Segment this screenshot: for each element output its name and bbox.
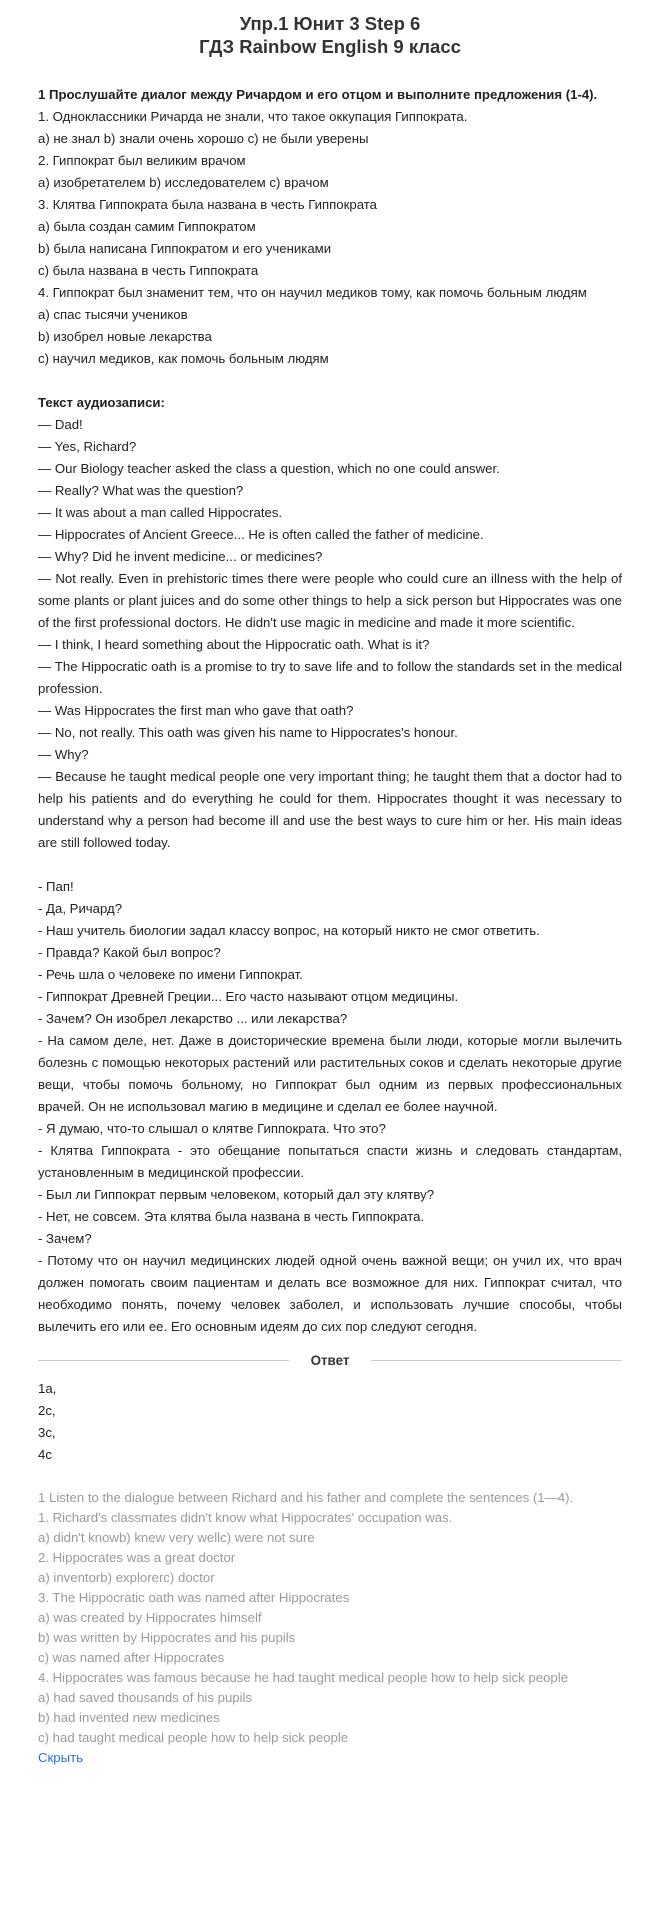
- spacer: [38, 1466, 622, 1488]
- task-ru-line: c) была названа в честь Гиппократа: [38, 263, 259, 278]
- task-en-line: a) didn't knowb) knew very wellc) were not sure: [38, 1530, 315, 1545]
- task-en-line: a) inventorb) explorerc) doctor: [38, 1570, 215, 1585]
- task-ru-line: b) была написана Гиппократом и его учениками: [38, 241, 332, 256]
- spacer: [38, 370, 622, 392]
- transcript-heading: Текст аудиозаписи:: [38, 395, 165, 410]
- transcript-ru-line: - Нет, не совсем. Эта клятва была названа в честь Гиппократа.: [38, 1209, 425, 1224]
- transcript-en-line: — No, not really. This oath was given his name to Hippocrates's honour.: [38, 725, 458, 740]
- transcript-ru-line: - Правда? Какой был вопрос?: [38, 945, 221, 960]
- answer-item: 4c: [38, 1447, 52, 1462]
- transcript-en-line: — Because he taught medical people one very important thing; he taught them that a doctor had to help his patients and do everything he could for them. Hippocrates thought it was necessary to understand why a person had become ill and use the best ways to cure him or her. His main ideas are still followed today.: [38, 769, 622, 850]
- task-en-line: a) was created by Hippocrates himself: [38, 1610, 262, 1625]
- divider-line-right: [371, 1360, 622, 1361]
- task-en-line: 4. Hippocrates was famous because he had taught medical people how to help sick people: [38, 1670, 569, 1685]
- task-ru-line: а) изобретателем b) исследователем c) врачом: [38, 175, 329, 190]
- task-ru-section: [38, 84, 622, 370]
- task-ru-line: 4. Гиппократ был знаменит тем, что он научил медиков тому, как помочь больным людям: [38, 285, 587, 300]
- task-en-line: 2. Hippocrates was a great doctor: [38, 1550, 236, 1565]
- task-ru-line: c) научил медиков, как помочь больным людям: [38, 351, 329, 366]
- transcript-ru-line: - Пап!: [38, 879, 74, 894]
- transcript-ru-line: - Наш учитель биологии задал классу вопрос, на который никто не смог ответить.: [38, 923, 540, 938]
- transcript-en-line: — Our Biology teacher asked the class a question, which no one could answer.: [38, 461, 500, 476]
- transcript-ru-section: [38, 876, 622, 1338]
- transcript-en-line: — Was Hippocrates the first man who gave that oath?: [38, 703, 354, 718]
- transcript-en-line: — I think, I heard something about the Hippocratic oath. What is it?: [38, 637, 430, 652]
- task-ru-line: а) спас тысячи учеников: [38, 307, 188, 322]
- transcript-en-line: — Dad!: [38, 417, 83, 432]
- answer-item: 3c,: [38, 1425, 56, 1440]
- task-en-line: 3. The Hippocratic oath was named after Hippocrates: [38, 1590, 350, 1605]
- task-en-section: [38, 1488, 622, 1768]
- title-line-1: Упр.1 Юнит 3 Step 6: [239, 13, 421, 34]
- answer-label: Ответ: [310, 1352, 350, 1368]
- transcript-ru-line: - На самом деле, нет. Даже в доисторические времена были люди, которые могли вылечить болезнь с помощью некоторых растений или растительных соков и сделать некоторые другие вещи, чтобы помочь больному, но Гиппократ был одним из первых профессиональных врачей. Он не использовал магию в медицине и сделал ее более научной.: [38, 1033, 622, 1114]
- answer-section: [38, 1378, 622, 1466]
- transcript-ru-line: - Зачем?: [38, 1231, 92, 1246]
- task-ru-line: 1. Одноклассники Ричарда не знали, что такое оккупация Гиппократа.: [38, 109, 468, 124]
- answer-item: 2c,: [38, 1403, 56, 1418]
- task-ru-line: а) не знал b) знали очень хорошо c) не были уверены: [38, 131, 369, 146]
- transcript-en-line: — Not really. Even in prehistoric times there were people who could cure an illness with the help of some plants or plant juices and do some other things to help a sick person but Hippocrates was one of the first professional doctors. He didn't use magic in medicine and made it more scientific.: [38, 571, 622, 630]
- divider-line-left: [38, 1360, 289, 1361]
- title-line-2: ГДЗ Rainbow English 9 класс: [199, 36, 461, 57]
- transcript-ru-line: - Зачем? Он изобрел лекарство ... или лекарства?: [38, 1011, 348, 1026]
- task-en-line: c) had taught medical people how to help sick people: [38, 1730, 349, 1745]
- answer-item: 1a,: [38, 1381, 57, 1396]
- task-en-line: 1 Listen to the dialogue between Richard and his father and complete the sentences (1—4).: [38, 1490, 574, 1505]
- page-title: [38, 12, 622, 58]
- task-ru-line: b) изобрел новые лекарства: [38, 329, 212, 344]
- transcript-ru-line: - Гиппократ Древней Греции... Его часто называют отцом медицины.: [38, 989, 459, 1004]
- task-en-line: c) was named after Hippocrates: [38, 1650, 225, 1665]
- spacer: [38, 854, 622, 876]
- task-ru-line: а) была создан самим Гиппократом: [38, 219, 256, 234]
- task-en-line: 1. Richard's classmates didn't know what Hippocrates' occupation was.: [38, 1510, 453, 1525]
- task-en-line: a) had saved thousands of his pupils: [38, 1690, 253, 1705]
- transcript-ru-line: - Был ли Гиппократ первым человеком, который дал эту клятву?: [38, 1187, 435, 1202]
- transcript-en-line: — The Hippocratic oath is a promise to try to save life and to follow the standards set in the medical profession.: [38, 659, 622, 696]
- task-en-line: b) had invented new medicines: [38, 1710, 220, 1725]
- transcript-ru-line: - Да, Ричард?: [38, 901, 123, 916]
- spacer: [38, 58, 622, 84]
- content: [38, 10, 622, 1768]
- task-ru-heading: 1 Прослушайте диалог между Ричардом и его отцом и выполните предложения (1-4).: [38, 87, 598, 102]
- transcript-ru-line: - Я думаю, что-то слышал о клятве Гиппократа. Что это?: [38, 1121, 386, 1136]
- transcript-ru-line: - Клятва Гиппократа - это обещание попытаться спасти жизнь и следовать стандартам, установленным в медицинской профессии.: [38, 1143, 622, 1180]
- task-ru-line: 3. Клятва Гиппократа была названа в честь Гиппократа: [38, 197, 378, 212]
- hide-link[interactable]: Скрыть: [38, 1750, 84, 1765]
- task-ru-line: 2. Гиппократ был великим врачом: [38, 153, 246, 168]
- transcript-en-line: — Really? What was the question?: [38, 483, 244, 498]
- transcript-en-line: — Hippocrates of Ancient Greece... He is often called the father of medicine.: [38, 527, 484, 542]
- task-en-line: b) was written by Hippocrates and his pupils: [38, 1630, 296, 1645]
- transcript-en-line: — Why? Did he invent medicine... or medicines?: [38, 549, 323, 564]
- transcript-ru-line: - Потому что он научил медицинских людей одной очень важной вещи; он учил их, что врач должен помогать своим пациентам и делать все возможное для них. Гиппократ считал, что необходимо понять, почему человек заболел, и использовать лучшие способы, чтобы вылечить его или ее. Его основным идеям до сих пор следуют сегодня.: [38, 1253, 622, 1334]
- transcript-en-section: [38, 392, 622, 854]
- transcript-en-line: — Why?: [38, 747, 89, 762]
- transcript-ru-line: - Речь шла о человеке по имени Гиппократ.: [38, 967, 303, 982]
- transcript-en-line: — Yes, Richard?: [38, 439, 137, 454]
- answer-divider: [38, 1348, 622, 1372]
- transcript-en-line: — It was about a man called Hippocrates.: [38, 505, 283, 520]
